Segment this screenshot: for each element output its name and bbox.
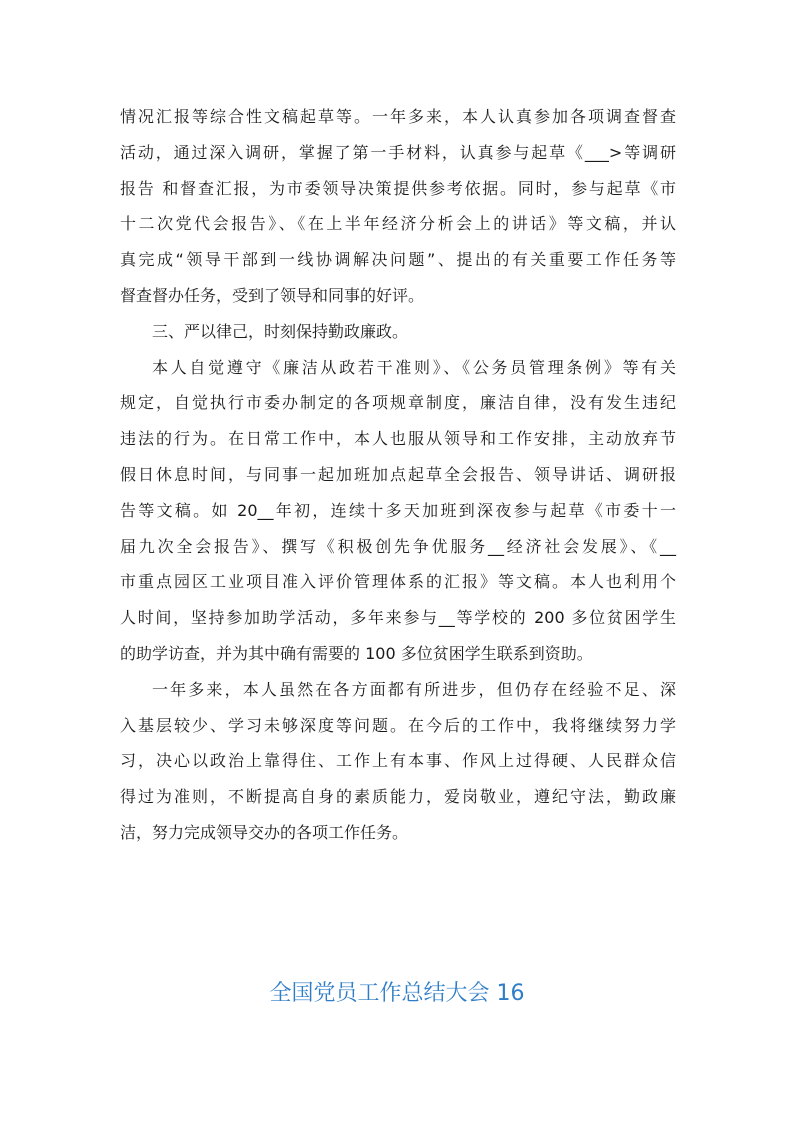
paragraph-line: 报告 和督查汇报，为市委领导决策提供参考依据。同时，参与起草《市 bbox=[120, 178, 676, 198]
paragraph-line: 洁，努力完成领导交办的各项工作任务。 bbox=[120, 822, 409, 842]
paragraph-line: 人时间，坚持参加助学活动，多年来参与__等学校的 200 多位贫困学生 bbox=[120, 608, 676, 628]
paragraph-line: 届九次全会报告》、撰写《积极创先争优服务__经济社会发展》、《__ bbox=[120, 536, 676, 556]
paragraph-line: 十二次党代会报告》、《在上半年经济分析会上的讲话》等文稿，并认 bbox=[120, 214, 676, 234]
body-text bbox=[120, 99, 676, 851]
paragraph-line: 督查督办任务，受到了领导和同事的好评。 bbox=[120, 285, 425, 305]
paragraph-line: 假日休息时间，与同事一起加班加点起草全会报告、领导讲话、调研报 bbox=[120, 464, 676, 484]
paragraph-line: 真完成“领导干部到一线协调解决问题”、提出的有关重要工作任务等 bbox=[120, 250, 676, 270]
paragraph-line: 规定，自觉执行市委办制定的各项规章制度，廉洁自律，没有发生违纪 bbox=[120, 393, 676, 413]
paragraph-line: 活动，通过深入调研，掌握了第一手材料，认真参与起草《___>等调研 bbox=[120, 142, 676, 162]
paragraph-line: 习，决心以政治上靠得住、工作上有本事、作风上过得硬、人民群众信 bbox=[120, 751, 676, 771]
paragraph-line: 违法的行为。在日常工作中，本人也服从领导和工作安排，主动放弃节 bbox=[120, 429, 676, 449]
paragraph-line: 得过为准则，不断提高自身的素质能力，爱岗敬业，遵纪守法，勤政廉 bbox=[120, 787, 676, 807]
section-heading: 三、严以律己，时刻保持勤政廉政。 bbox=[152, 321, 409, 341]
paragraph-line: 情况汇报等综合性文稿起草等。一年多来，本人认真参加各项调查督查 bbox=[120, 107, 676, 126]
paragraph-line: 一年多来，本人虽然在各方面都有所进步，但仍存在经验不足、深 bbox=[152, 679, 676, 699]
paragraph-line: 市重点园区工业项目准入评价管理体系的汇报》等文稿。本人也利用个 bbox=[120, 572, 676, 592]
paragraph-line: 的助学访查，并为其中确有需要的 100 多位贫困学生联系到资助。 bbox=[120, 643, 593, 663]
paragraph-line: 本人自觉遵守《廉洁从政若干准则》、《公务员管理条例》等有关 bbox=[152, 357, 676, 377]
section-title: 全国党员工作总结大会 16 bbox=[269, 981, 525, 1006]
paragraph-line: 入基层较少、学习未够深度等问题。在今后的工作中，我将继续努力学 bbox=[120, 715, 676, 735]
paragraph-line: 告等文稿。如 20__年初，连续十多天加班到深夜参与起草《市委十一 bbox=[120, 500, 676, 520]
